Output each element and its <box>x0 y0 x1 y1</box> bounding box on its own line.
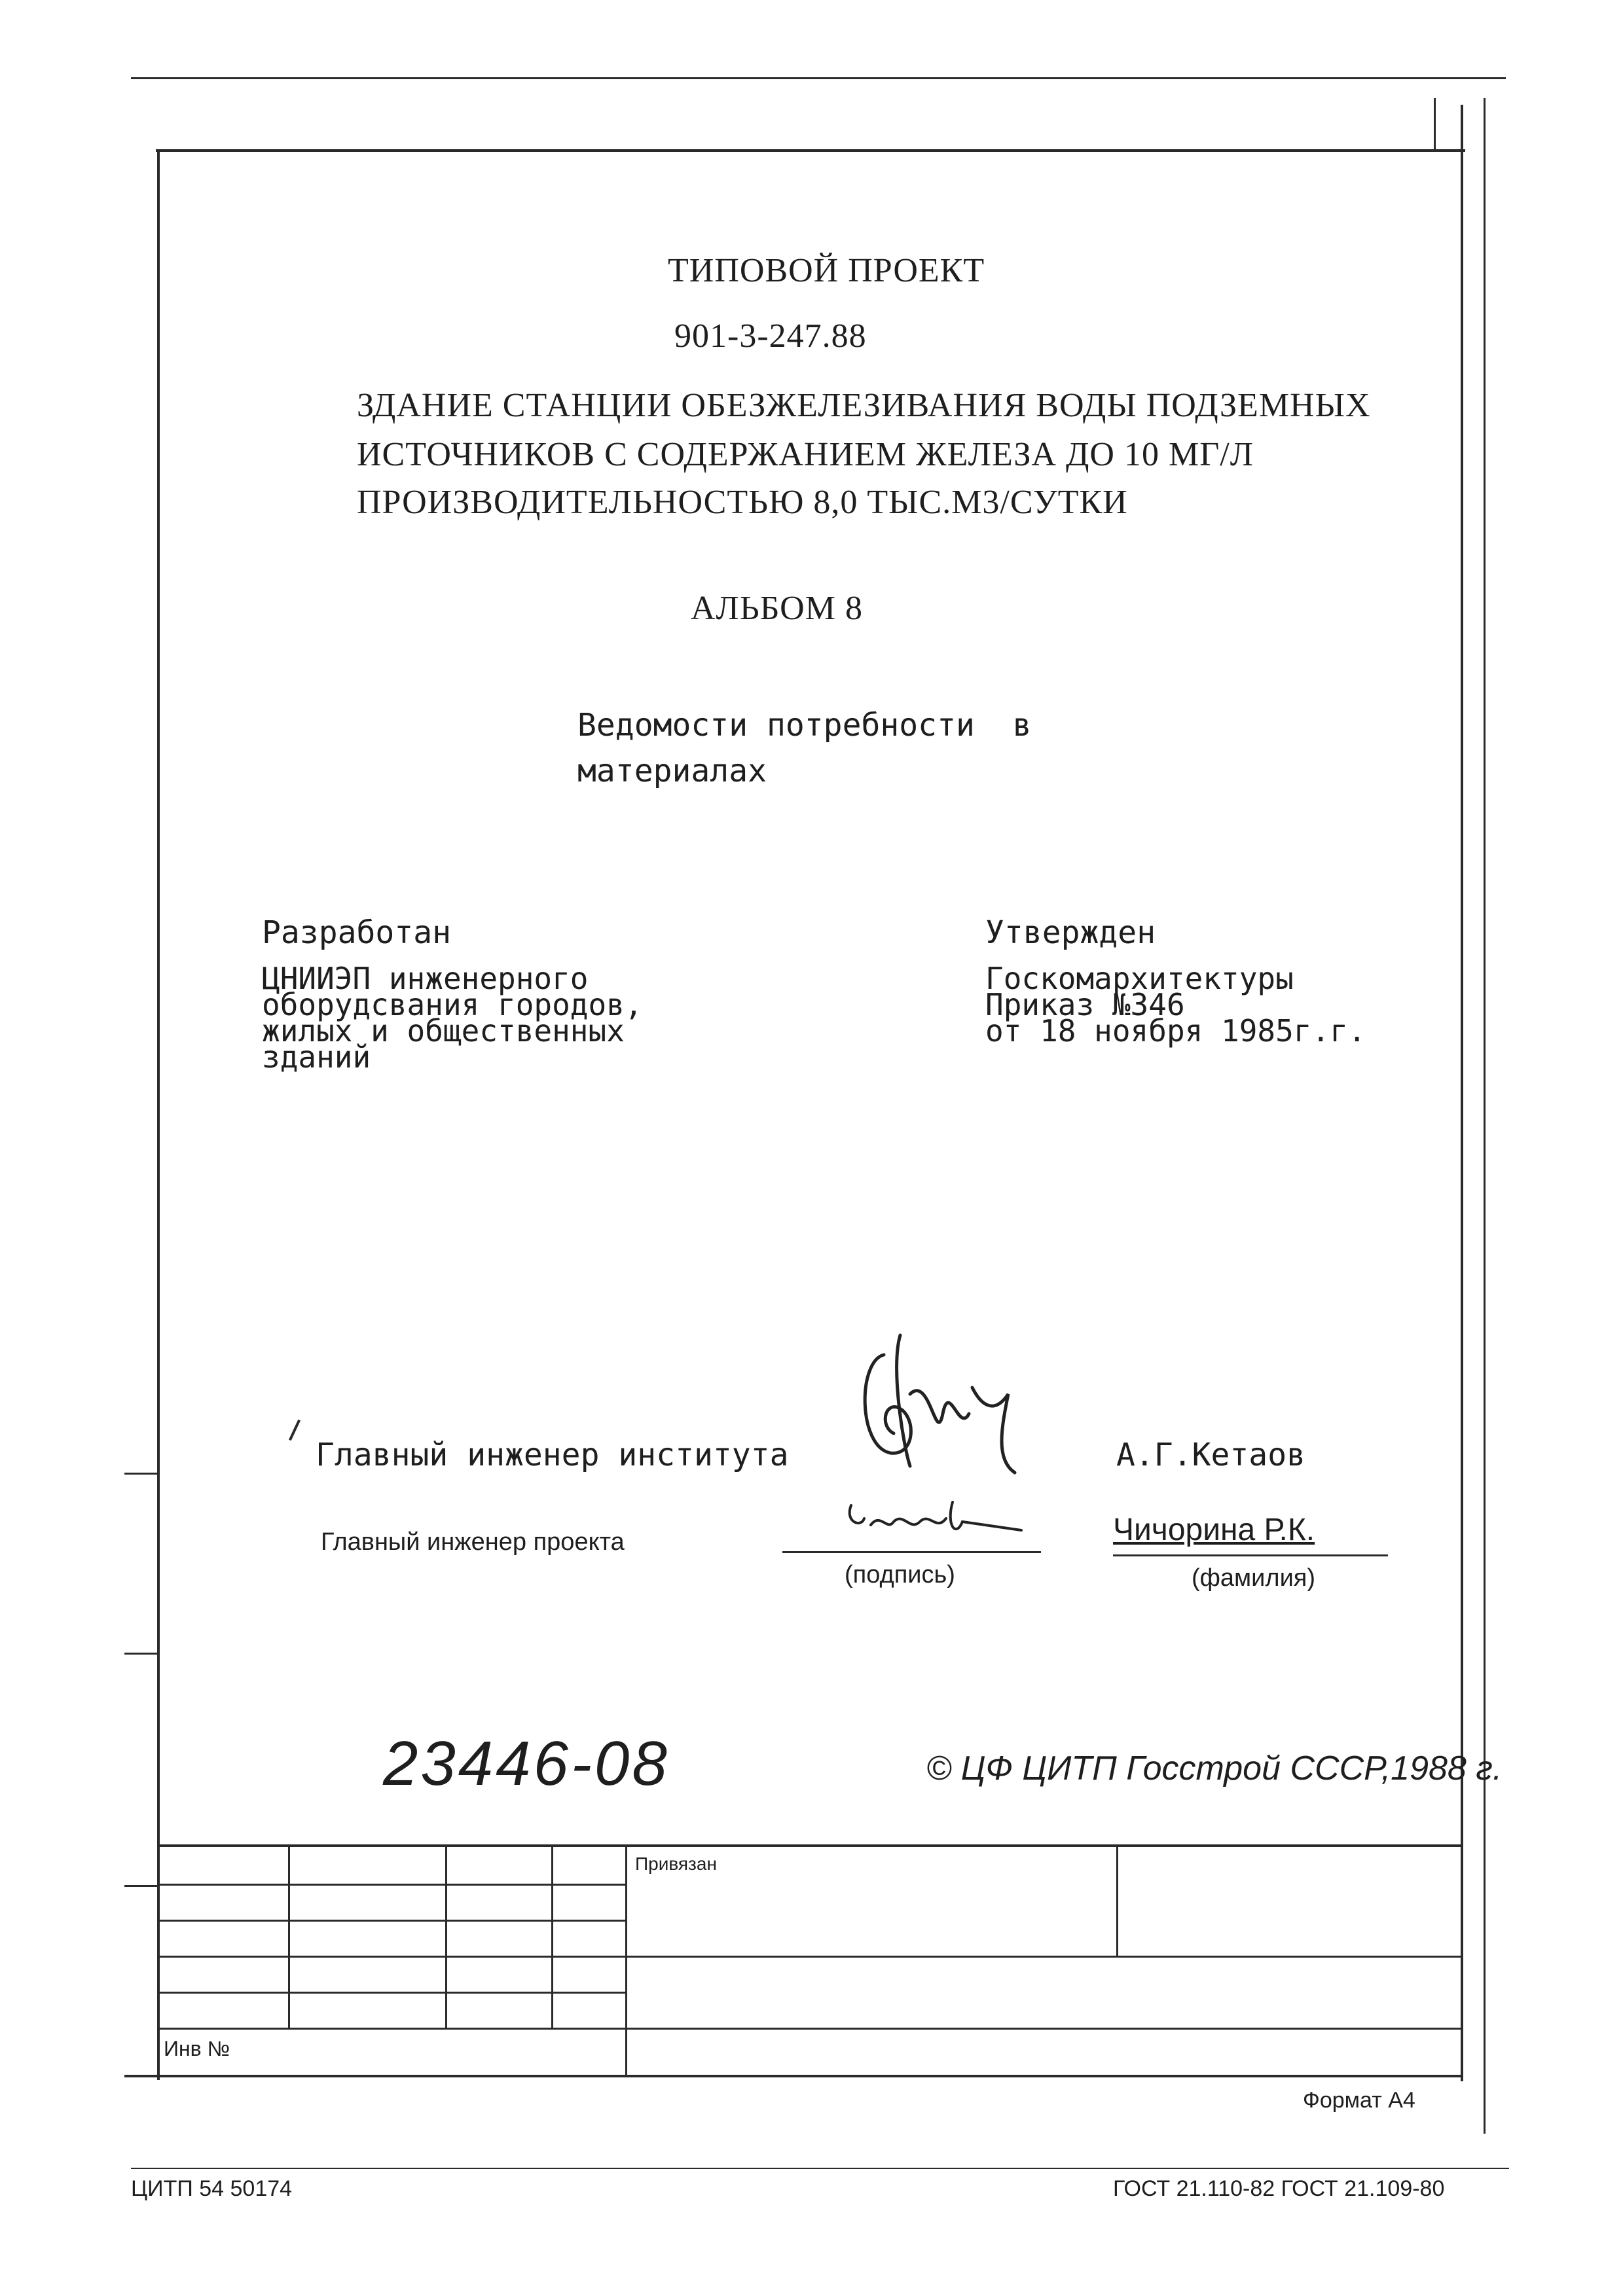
tb-col-2 <box>445 1844 447 2028</box>
inventory-label: Инв № <box>164 2037 230 2060</box>
chief-engineer-signature <box>845 1316 1041 1486</box>
signature-caption: (подпись) <box>845 1561 955 1588</box>
document-type-title: ТИПОВОЙ ПРОЕКТ <box>668 252 985 289</box>
contents-line-2: материалах <box>577 753 767 789</box>
frame-left <box>157 149 160 2080</box>
tb-row-5 <box>157 2028 1463 2030</box>
footer-standards: ГОСТ 21.110-82 ГОСТ 21.109-80 <box>1113 2176 1445 2201</box>
chief-engineer-label: Главный инженер института <box>316 1437 789 1473</box>
project-engineer-label: Главный инженер проекта <box>321 1528 625 1556</box>
tb-row-2 <box>157 1920 625 1922</box>
tb-col-5 <box>1116 1844 1118 1956</box>
margin-tick-2 <box>124 1653 157 1655</box>
project-engineer-name: Чичорина Р.К. <box>1113 1513 1315 1547</box>
tb-col-3 <box>551 1844 553 2028</box>
margin-tick-3 <box>124 1885 157 1887</box>
top-trim-line <box>131 77 1506 79</box>
subject-line-1: ЗДАНИЕ СТАНЦИИ ОБЕЗЖЕЛЕЗИВАНИЯ ВОДЫ ПОДЗЕМНЫХ <box>357 387 1371 424</box>
developed-heading: Разработан <box>262 914 451 951</box>
approved-line-3: от 18 ноября 1985г.г. <box>985 1013 1366 1049</box>
project-engineer-signature <box>831 1492 1034 1551</box>
tb-row-1 <box>157 1884 625 1886</box>
tb-row-3 <box>157 1956 1463 1958</box>
format-label: Формат А4 <box>1303 2088 1415 2113</box>
footer-left-code: ЦИТП 54 50174 <box>131 2176 293 2201</box>
tb-col-1 <box>288 1844 290 2028</box>
developed-line-1: ЦНИИЭП инженерного <box>262 961 589 996</box>
frame-top <box>156 149 1465 152</box>
project-number: 901-3-247.88 <box>674 317 867 355</box>
frame-right-outer <box>1484 98 1486 2134</box>
inventory-number: 23446-08 <box>383 1729 670 1799</box>
surname-underline <box>1113 1554 1388 1556</box>
tick-mark <box>289 1420 301 1441</box>
tb-col-4 <box>625 1844 627 2075</box>
subject-line-3: ПРОИЗВОДИТЕЛЬНОСТЬЮ 8,0 ТЫС.М3/СУТКИ <box>357 484 1128 521</box>
copyright-stamp: © ЦФ ЦИТП Госстрой СССР,1988 г. <box>926 1749 1503 1787</box>
bound-label: Привязан <box>635 1854 717 1874</box>
signature-underline <box>782 1551 1041 1553</box>
approved-heading: Утвержден <box>985 914 1156 951</box>
frame-corner-mark <box>1434 98 1436 151</box>
surname-caption: (фамилия) <box>1192 1564 1316 1592</box>
approved-line-1: Госкомархитектуры <box>985 961 1294 996</box>
margin-tick-1 <box>124 1473 157 1475</box>
chief-engineer-name: А.Г.Кетаов <box>1116 1437 1305 1473</box>
developed-line-3: жилых и общественных <box>262 1013 625 1049</box>
frame-bottom <box>124 2075 1463 2077</box>
footer-rule <box>131 2168 1509 2169</box>
developed-line-4: зданий <box>262 1039 371 1075</box>
tb-row-4 <box>157 1992 625 1994</box>
contents-line-1: Ведомости потребности в <box>577 707 1032 744</box>
tb-row-top <box>157 1844 1463 1847</box>
album-title: АЛЬБОМ 8 <box>691 590 863 627</box>
subject-line-2: ИСТОЧНИКОВ С СОДЕРЖАНИЕМ ЖЕЛЕЗА ДО 10 МГ/Л <box>357 436 1254 473</box>
approved-line-2: Приказ №346 <box>985 987 1185 1022</box>
developed-line-2: оборудсвания городов, <box>262 987 643 1022</box>
